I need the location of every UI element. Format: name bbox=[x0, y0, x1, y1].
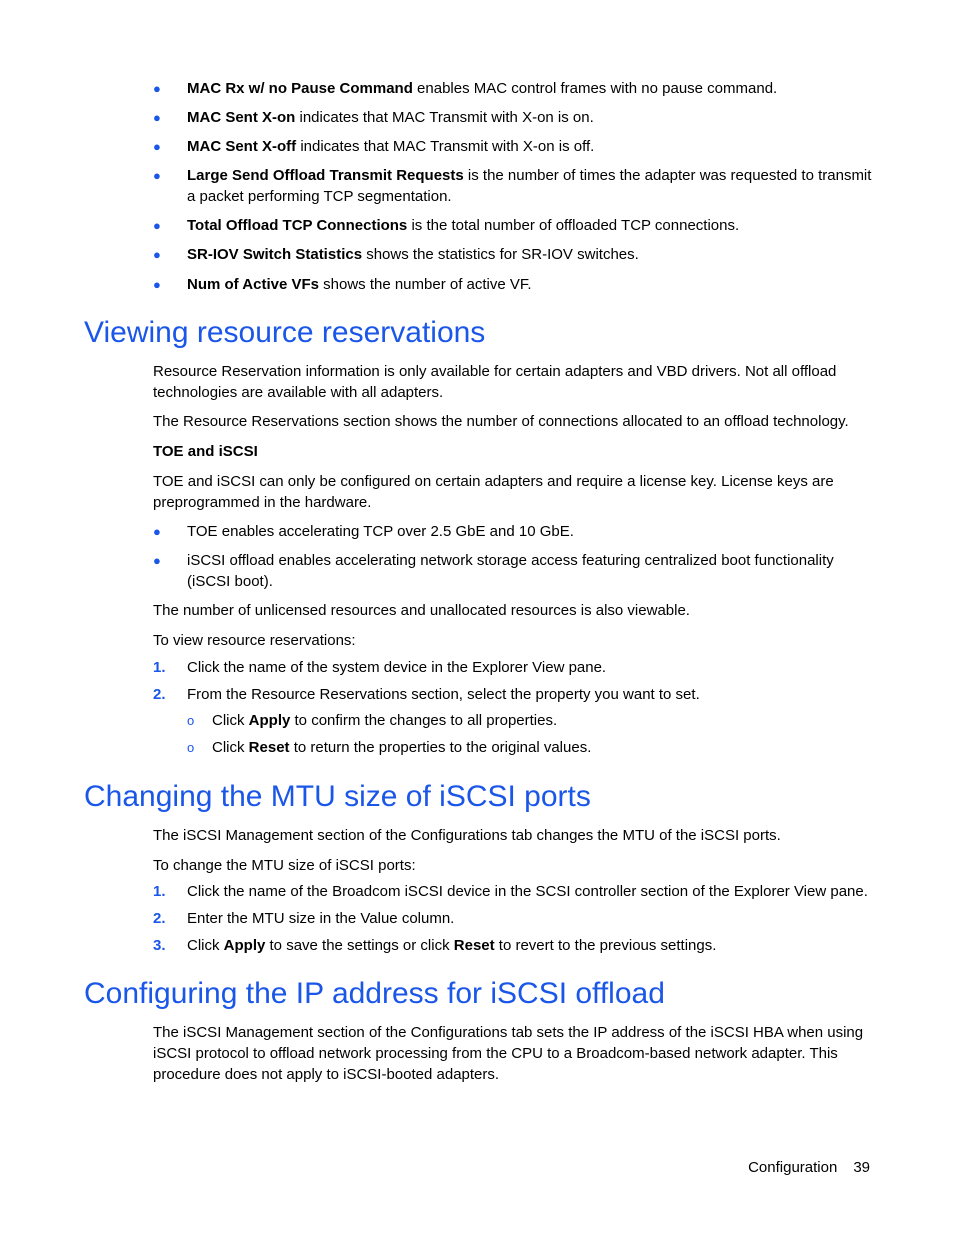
circle-bullet-icon: o bbox=[187, 740, 195, 755]
footer-section: Configuration bbox=[748, 1159, 838, 1176]
bullet-term: MAC Rx w/ no Pause Command bbox=[187, 80, 413, 97]
page-footer bbox=[748, 1157, 870, 1178]
circle-bullet-icon: o bbox=[187, 713, 195, 728]
bullet-icon: ● bbox=[153, 81, 161, 96]
paragraph: The Resource Reservations section shows the number of connections allocated to an offload technology. bbox=[153, 413, 849, 430]
section-heading: Viewing resource reservations bbox=[84, 316, 486, 349]
step-number: 2. bbox=[153, 686, 166, 703]
bullet-icon: ● bbox=[153, 247, 161, 262]
bullet-icon: ● bbox=[153, 218, 161, 233]
bullet-desc: is the total number of offloaded TCP connections. bbox=[407, 217, 740, 234]
bullet-icon: ● bbox=[153, 277, 161, 292]
paragraph: The iSCSI Management section of the Configurations tab sets the IP address of the iSCSI HBA when using iSCSI protocol to offload network processing from the CPU to a Broadcom-based network adapter. This procedure does not apply to iSCSI-booted adapters. bbox=[153, 1024, 864, 1083]
paragraph: The number of unlicensed resources and unallocated resources is also viewable. bbox=[153, 602, 690, 619]
step-number: 1. bbox=[153, 883, 166, 900]
subheading: TOE and iSCSI bbox=[153, 443, 258, 460]
bullet-desc: is the number of times the adapter was requested to transmit a packet performing TCP segmentation. bbox=[187, 167, 872, 205]
step-number: 1. bbox=[153, 659, 166, 676]
bullet-desc: indicates that MAC Transmit with X-on is on. bbox=[295, 109, 594, 126]
paragraph: To view resource reservations: bbox=[153, 632, 356, 649]
bullet-icon: ● bbox=[153, 524, 161, 539]
paragraph: The iSCSI Management section of the Configurations tab changes the MTU of the iSCSI ports. bbox=[153, 827, 781, 844]
page-number: 39 bbox=[853, 1159, 870, 1176]
bullet-icon: ● bbox=[153, 110, 161, 125]
section-heading: Changing the MTU size of iSCSI ports bbox=[84, 780, 591, 813]
paragraph: TOE and iSCSI can only be configured on certain adapters and require a license key. License keys are preprogrammed in the hardware. bbox=[153, 473, 834, 511]
bullet-term: SR-IOV Switch Statistics bbox=[187, 246, 363, 263]
bullet-desc: shows the statistics for SR-IOV switches. bbox=[362, 246, 639, 263]
step-number: 2. bbox=[153, 910, 166, 927]
bullet-term: MAC Sent X-off bbox=[187, 138, 297, 155]
bullet-icon: ● bbox=[153, 139, 161, 154]
bullet-term: Total Offload TCP Connections bbox=[187, 217, 408, 234]
bullet-term: Large Send Offload Transmit Requests bbox=[187, 167, 464, 184]
bullet-icon: ● bbox=[153, 168, 161, 183]
bullet-desc: indicates that MAC Transmit with X-on is off. bbox=[296, 138, 595, 155]
paragraph: To change the MTU size of iSCSI ports: bbox=[153, 857, 416, 874]
bullet-desc: enables MAC control frames with no pause command. bbox=[412, 80, 778, 97]
bullet-term: MAC Sent X-on bbox=[187, 109, 296, 126]
bullet-desc: shows the number of active VF. bbox=[318, 276, 532, 293]
bullet-icon: ● bbox=[153, 553, 161, 568]
step-number: 3. bbox=[153, 937, 166, 954]
paragraph: Resource Reservation information is only available for certain adapters and VBD drivers. Not all offload technologies are available with all adapters. bbox=[153, 363, 837, 401]
bullet-term: Num of Active VFs bbox=[187, 276, 319, 293]
section-heading: Configuring the IP address for iSCSI offload bbox=[84, 977, 665, 1010]
